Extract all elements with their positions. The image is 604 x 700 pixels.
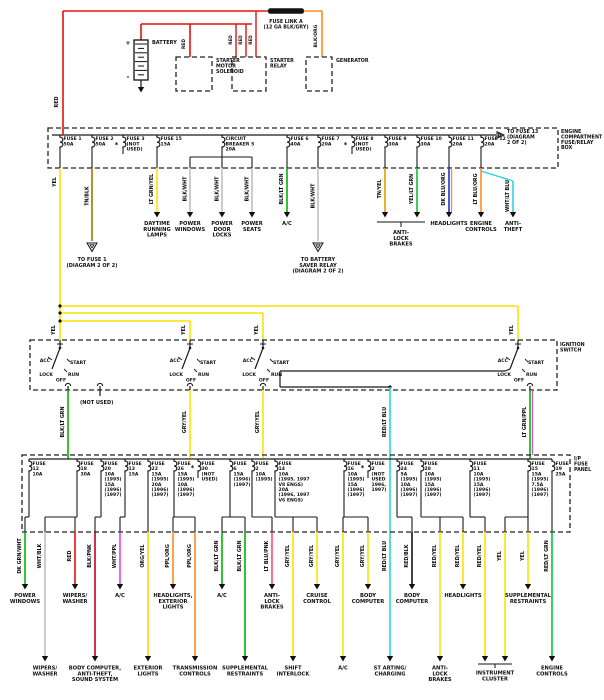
destination-label: A/C [217, 593, 227, 599]
fuse-label: FUSE 28 10A (1995) 15A (1996) (1997) [424, 462, 442, 499]
arrow-down-icon [382, 212, 388, 218]
switch-position-run: RUN [271, 373, 283, 378]
wire-color-label: RED/LT BLU [383, 406, 389, 438]
switch-position-lock: LOCK [169, 373, 183, 378]
destination-label: INSTRUMENT CLUSTER [475, 670, 515, 683]
arrow-down-icon [42, 656, 48, 662]
fuse-label: FUSE 6 40A [290, 137, 309, 148]
arrow-down-icon [219, 584, 225, 590]
destination-label: SUPPLEMENTAL RESTRAINTS [505, 593, 551, 605]
starter-motor-solenoid-box [176, 57, 212, 91]
wire-color-label: GRY/YEL [256, 410, 262, 434]
switch-tick [64, 369, 67, 372]
wire-color-label: RED [228, 35, 233, 45]
arrow-down-icon [437, 656, 443, 662]
arrow-down-icon [460, 584, 466, 590]
fuse-label: FUSE 24 5A (1995) 10A (1996) (1997) [400, 462, 418, 499]
not-used-asterisk: * [190, 464, 195, 472]
destination-label: CRUISE CONTROL [303, 593, 331, 605]
arrow-down-icon [478, 212, 484, 218]
fuse-label: FUSE 3 (NOT USED) [126, 137, 145, 153]
fuse-label: FUSE 22 15A (1995) 20A (1996) (1997) [151, 462, 169, 499]
fuse-symbol [318, 135, 321, 149]
switch-link [505, 369, 510, 371]
wire-color-label: ORG/YEL [141, 544, 147, 568]
fuse-label: FUSE 2 (NOT USED 1996, 1997) [371, 462, 387, 493]
reference-triangle-icon [316, 245, 320, 248]
wire-color-label: YEL [510, 325, 515, 335]
wire-color-label: BLK/LT GRN [61, 406, 67, 438]
fuse-label: FUSE 10 30A [420, 137, 442, 148]
fuse-symbol [174, 459, 177, 473]
fuse-label: FUSE 16 10A (1995) 15A (1996) (1997) [347, 462, 365, 499]
fuse-symbol [528, 459, 531, 473]
to-fuse-13-label: TO FUSE 13 (DIAGRAM 2 OF 2) [507, 130, 539, 146]
fuse-symbol [252, 459, 255, 473]
switch-terminal [527, 383, 532, 386]
switch-terminal [97, 383, 102, 386]
fuse-label: FUSE 26 15A (1995) 10A (1996) (1997) [177, 462, 195, 499]
fuse-symbol [125, 459, 128, 473]
switch-position-start: START [70, 361, 87, 366]
wire-color-label: RED [238, 35, 243, 45]
wire-color-label: WHT/LT BLU [506, 180, 512, 212]
fuse-symbol [101, 459, 104, 473]
destination-label: A/C [282, 221, 292, 227]
switch-position-off: OFF [185, 378, 197, 384]
arrow-down-icon [269, 584, 275, 590]
destination-label: BODY COMPUTER [351, 593, 385, 605]
fuse-symbol [92, 135, 95, 149]
switch-arm [182, 348, 190, 369]
arrow-down-icon [219, 212, 225, 218]
fuse-symbol [552, 459, 555, 473]
wire-color-label: BLK/ORG [314, 24, 319, 48]
destination-label: A/C [115, 593, 125, 599]
wire-color-label: RED/LT BLU [383, 540, 389, 572]
wire-color-label: YEL [53, 177, 58, 187]
destination-label: A/C [338, 665, 348, 672]
diagram-reference-label: TO FUSE 1 (DIAGRAM 2 OF 2) [66, 257, 118, 269]
destination-label: ANTI-LOCK BRAKES [389, 230, 413, 248]
arrow-down-icon [549, 656, 555, 662]
wire-color-label: TN/YEL [378, 179, 384, 199]
switch-arm [510, 348, 518, 369]
wire-color-label: DK BLU/ORG [442, 172, 448, 206]
switch-position-acc: ACC [39, 359, 50, 364]
arrow-down-icon [117, 584, 123, 590]
destination-label: DAYTIME RUNNING LAMPS [143, 221, 171, 239]
arrow-down-icon [387, 656, 393, 662]
destination-label: ANTI-THEFT [503, 221, 523, 233]
fuse-symbol [385, 135, 388, 149]
fuse-label: FUSE 7 20A [321, 137, 340, 148]
fuse-symbol [368, 459, 371, 473]
destination-label: ENGINE CONTROLS [536, 665, 568, 678]
destination-label: HEADLIGHTS [430, 221, 468, 227]
destination-label: SUPPLEMENTAL RESTRAINTS [222, 665, 268, 678]
arrow-down-icon [138, 87, 144, 93]
fuse-label: FUSE 1 50A [63, 137, 82, 148]
fuse-symbol [344, 459, 347, 473]
fuse-label: FUSE 6 15A (1996) (1997) [233, 462, 251, 488]
arrow-down-icon [22, 584, 28, 590]
wire-color-label: LT GRN/YEL [150, 173, 156, 205]
arrow-down-icon [409, 584, 415, 590]
destination-label: HEADLIGHTS, EXTERIOR LIGHTS [153, 593, 193, 611]
not-used-asterisk: * [343, 141, 348, 149]
wire-color-label: DK GRN/WHT [18, 538, 24, 574]
wire-color-label: RED/YEL [478, 544, 484, 568]
destination-label: SHIFT INTERLOCK [276, 665, 310, 678]
switch-arm [52, 348, 60, 369]
wire-color-label: YEL [182, 325, 187, 335]
destination-label: EXTERIOR LIGHTS [133, 665, 163, 678]
wire-color-label: GRY/YEL [336, 544, 342, 568]
arrow-down-icon [290, 656, 296, 662]
ignition-switch-box [30, 340, 557, 390]
switch-position-off: OFF [258, 378, 270, 384]
starter-relay-label: STARTER RELAY [270, 59, 294, 70]
fuse-link-label: FUSE LINK A (12 GA BLK/GRY) [263, 20, 309, 31]
fuse-symbol [470, 459, 473, 473]
fuse-symbol [148, 459, 151, 473]
arrow-down-icon [72, 584, 78, 590]
destination-label: BODY COMPUTER [395, 593, 429, 605]
arrow-down-icon [525, 584, 531, 590]
fuse-symbol [287, 135, 290, 149]
arrow-down-icon [510, 212, 516, 218]
arrow-down-icon [284, 212, 290, 218]
arrow-down-icon [482, 656, 488, 662]
fuse-symbol [352, 135, 355, 149]
switch-position-acc: ACC [497, 359, 508, 364]
destination-label: WIPERS/ WASHER [62, 593, 88, 605]
wire-color-label: YEL [521, 551, 527, 561]
wire-color-label: BLK/WHT [183, 176, 189, 202]
switch-position-acc: ACC [242, 359, 253, 364]
arrow-down-icon [92, 656, 98, 662]
wire-color-label: RED/LT GRN [545, 540, 551, 572]
switch-position-start: START [528, 361, 545, 366]
not-used-label: (NOT USED) [80, 400, 114, 406]
battery-minus-label: - [126, 73, 130, 81]
wire-color-label: YEL [498, 551, 504, 561]
wire-color-label: RED [248, 35, 253, 45]
wire-color-label: RED/YEL [456, 544, 462, 568]
not-used-asterisk: * [114, 141, 119, 149]
wire-color-label: WHT/PPL [113, 543, 119, 569]
ignition-switch-label: IGNITION SWITCH [560, 343, 585, 354]
fuse-label: FUSE 11 20A [452, 137, 474, 148]
battery-label: BATTERY [152, 40, 177, 46]
destination-label: ENGINE CONTROLS [465, 221, 497, 233]
wire-color-label: RED [68, 550, 74, 562]
arrow-down-icon [340, 656, 346, 662]
destination-label: POWER WINDOWS [9, 593, 41, 605]
switch-position-run: RUN [68, 373, 80, 378]
switch-terminal [260, 383, 265, 386]
fuse-label: FUSE 15 15A (1995) 7.5A (1996) (1997) [531, 462, 549, 499]
generator-label: GENERATOR [336, 59, 369, 64]
fuse-symbol [60, 135, 63, 149]
arrow-down-icon [154, 212, 160, 218]
wire-color-label: BLK/LT GRN [215, 540, 221, 572]
switch-arm [255, 348, 263, 369]
fuse-label: FUSE 30 (NOT USED) [201, 462, 218, 483]
switch-position-lock: LOCK [242, 373, 256, 378]
fuse-symbol [123, 135, 126, 149]
not-used-asterisk: * [360, 464, 365, 472]
destination-label: ST ARTING/ CHARGING [373, 665, 407, 678]
fuse-symbol [230, 459, 233, 473]
battery-plus-label: + [125, 39, 131, 47]
arrow-down-icon [242, 656, 248, 662]
wire-color-label: GRY/YEL [310, 544, 316, 568]
fuse-link-symbol [268, 8, 304, 14]
starter-motor-solenoid-label: STARTER MOTOR SOLENOID [216, 59, 244, 75]
branch-wire [481, 171, 513, 181]
destination-label: ANTI-LOCK BRAKES [428, 665, 452, 684]
fuse-symbol [157, 135, 160, 149]
switch-position-start: START [200, 361, 217, 366]
destination-label: BODY COMPUTER, ANTI-THEFT, SOUND SYSTEM [68, 665, 122, 684]
destination-label: WIPERS/ WASHER [32, 665, 58, 678]
wire-color-label: PPL/ORG [166, 544, 172, 568]
fuse-label: FUSE 12 10A [32, 462, 46, 478]
destination-label: TRANSMISSION CONTROLS [172, 665, 218, 678]
arrow-down-icon [249, 212, 255, 218]
wire-color-label: BLK/WHT [215, 176, 221, 202]
switch-terminal [187, 383, 192, 386]
wire-color-label: GRY/YEL [286, 544, 292, 568]
junction-dot [58, 319, 61, 322]
destination-label: POWER DOOR LOCKS [211, 221, 233, 239]
diagram-reference-label: TO BATTERY SAVER RELAY (DIAGRAM 2 OF 2) [292, 257, 344, 275]
fuse-label: FUSE 8 (NOT USED) [355, 137, 374, 153]
fuse-symbol [421, 459, 424, 473]
wire-color-label: RED/BLK [405, 544, 411, 568]
wire-color-label: WHT/BLK [38, 543, 44, 569]
destination-label: POWER SEATS [241, 221, 263, 233]
wire-color-label: BLK/LT GRN [238, 540, 244, 572]
fuse-label: FUSE 14 10A (1995, 1997 V8 ENGS) 20A (1996, 1997 V6 ENGS) [278, 462, 310, 504]
wire-color-label: YEL [52, 325, 57, 335]
arrow-down-icon [446, 212, 452, 218]
engine-box-label: ENGINE COMPARTMENT FUSE/RELAY BOX [561, 130, 603, 152]
fuse-symbol [29, 459, 32, 473]
wire-color-label: LT GRN/PPL [523, 406, 529, 438]
switch-position-lock: LOCK [39, 373, 53, 378]
fuse-label: FUSE 9 30A [388, 137, 407, 148]
destination-label: HEADLIGHTS [444, 593, 482, 599]
arrow-down-icon [192, 656, 198, 662]
fuse-label: FUSE 19 25A [555, 462, 569, 478]
switch-position-off: OFF [513, 378, 525, 384]
switch-position-acc: ACC [169, 359, 180, 364]
arrow-down-icon [365, 584, 371, 590]
fuse-symbol [222, 135, 225, 149]
arrow-down-icon [502, 656, 508, 662]
switch-position-lock: LOCK [497, 373, 511, 378]
wire-color-label: YEL/LT GRN [410, 173, 416, 205]
arrow-down-icon [187, 212, 193, 218]
fuse-label: FUSE 15 15A [160, 137, 182, 148]
ip-panel-label: I/P FUSE PANEL [574, 457, 592, 473]
fuse-label: CIRCUIT BREAKER 5 20A [225, 137, 255, 153]
fuse-symbol [77, 459, 80, 473]
fuse-label: FUSE 20 10A (1995) 15A (1996) (1997) [104, 462, 122, 499]
generator-box [306, 57, 332, 91]
arrow-down-icon [314, 584, 320, 590]
switch-position-start: START [273, 361, 290, 366]
wire-color-label: BLK/WHT [311, 183, 317, 209]
wire-color-label: BLK/WHT [245, 176, 251, 202]
fuse-symbol [449, 135, 452, 149]
fuse-label: FUSE 2 10A (1995) [255, 462, 273, 483]
fuse-label: FUSE 2 50A [95, 137, 114, 148]
wire-color-label: YEL [255, 325, 260, 335]
arrow-down-icon [170, 584, 176, 590]
arrow-down-icon [145, 656, 151, 662]
fuse-symbol [417, 135, 420, 149]
fuse-label: FUSE 12 20A [484, 137, 506, 148]
wire-color-label: RED [55, 96, 60, 108]
wire-color-label: GRY/YEL [183, 410, 189, 434]
fuse-label: FUSE 13 15A [128, 462, 142, 478]
switch-position-off: OFF [55, 378, 67, 384]
wire-color-label: PPL/ORG [188, 544, 194, 568]
wire-color-label: LT BLU/ORG [474, 173, 480, 205]
switch-terminal [65, 383, 70, 386]
switch-position-run: RUN [198, 373, 210, 378]
fuse-label: FUSE 18 30A [80, 462, 94, 478]
switch-position-run: RUN [526, 373, 538, 378]
wire-color-label: TN/BLK [85, 186, 91, 206]
fuse-label: FUSE 11 10A (1995) 15A (1996) (1997) [473, 462, 491, 499]
wire-color-label: BLK/PNK [88, 544, 94, 568]
fuse-symbol [198, 459, 201, 473]
switch-tick [522, 369, 525, 372]
junction-dot [58, 304, 61, 307]
fuse-symbol [397, 459, 400, 473]
wire-color-label: GRY/YEL [361, 544, 367, 568]
wire-color-label: BLK/LT GRN [280, 173, 286, 205]
arrow-down-icon [414, 212, 420, 218]
wire-color-label: RED [182, 38, 187, 50]
junction-dot [58, 311, 61, 314]
destination-label: ANTI-LOCK BRAKES [260, 593, 284, 611]
switch-tick [267, 369, 270, 372]
wire-color-label: RED/YEL [433, 544, 439, 568]
destination-label: POWER WINDOWS [174, 221, 206, 233]
switch-tick [194, 369, 197, 372]
reference-triangle-icon [90, 245, 94, 248]
battery-symbol [134, 40, 148, 80]
wire-color-label: LT BLU/PNK [265, 540, 271, 572]
fuse-symbol [275, 459, 278, 473]
fuse-symbol [481, 135, 484, 149]
